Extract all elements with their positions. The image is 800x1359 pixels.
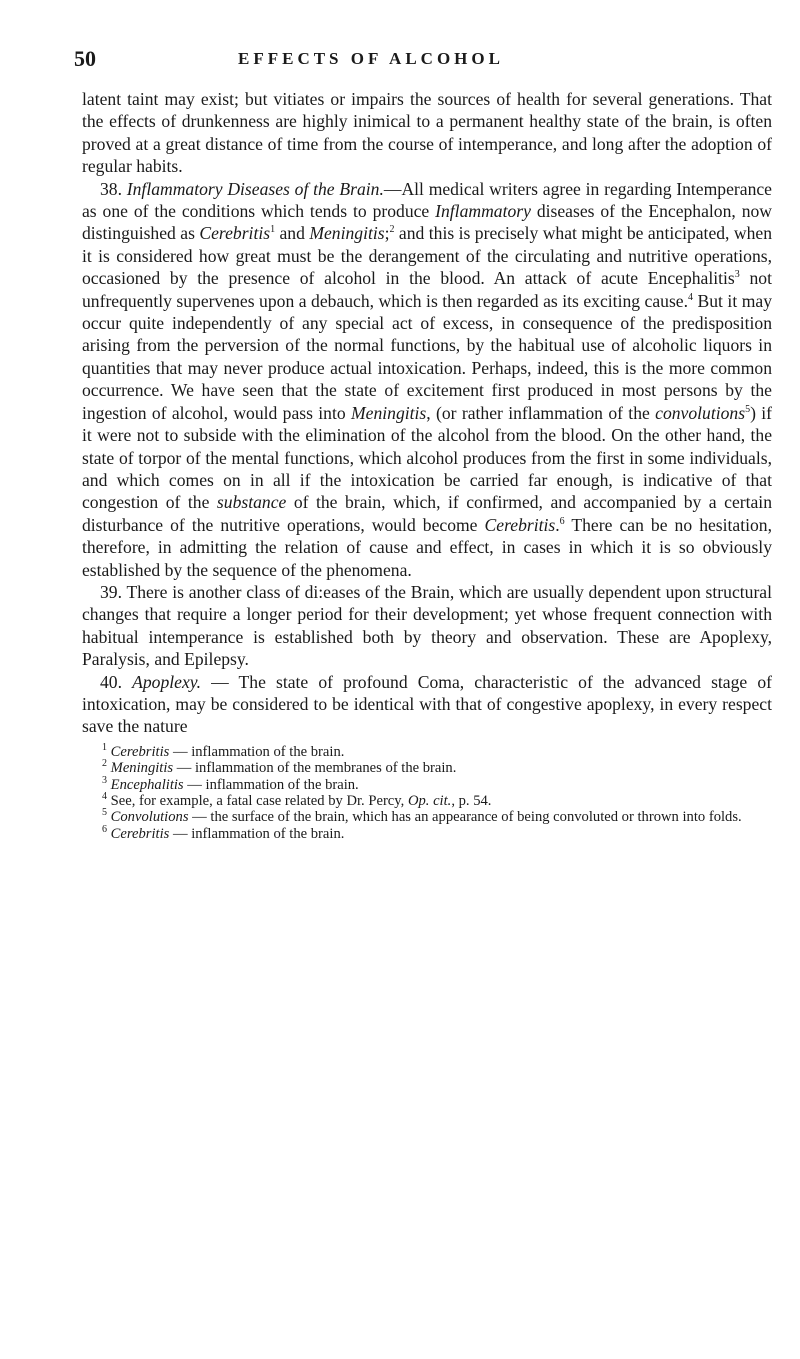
footnote: $^4$ See, for example, a fatal case related by Dr. Percy, Op. cit., p. 54. — [102, 791, 492, 809]
section-number: 38. — [100, 178, 122, 199]
section-number: 39. — [100, 581, 122, 602]
section-heading: Inflammatory Diseases of the Brain. — [126, 178, 384, 199]
section-heading: Apoplexy. — [132, 671, 202, 692]
footnote-ref: 3 — [734, 269, 740, 281]
paragraph-continuation: latent taint may exist; but vitiates or impairs the sources of health for several generations. That the effects of drunkenness are highly inimical to a permanent healthy state of the brain, is often proved at a great distance of time from the course of intemperance, and long after the adoption of regular habits. — [82, 89, 772, 177]
footnote-ref: 2 — [389, 224, 395, 236]
footnote: $^3$ Encephalitis — inflammation of the brain. — [102, 774, 359, 793]
footnote: $^6$ Cerebritis — inflammation of the brain. — [102, 823, 345, 842]
body-text — [82, 88, 772, 738]
running-title: EFFECTS OF ALCOHOL — [238, 49, 504, 68]
footnotes — [82, 741, 772, 842]
page-number: 50 — [74, 46, 96, 71]
footnote: $^2$ Meningitis — inflammation of the membranes of the brain. — [102, 758, 457, 777]
paragraph-39: 39. There is another class of di:eases of the Brain, which are usually dependent upon structural changes that require a longer period for their development; yet whose frequent connection with habitual intemperance is established both by theory and observation. These are Apoplexy, Paralysis, and Epilepsy. — [82, 581, 772, 670]
book-page — [74, 46, 772, 842]
paragraph-40: 40. Apoplexy. — The state of profound Coma, characteristic of the advanced stage of intoxication, may be considered to be identical with that of congestive apoplexy, in every respect save the nature — [82, 671, 772, 737]
section-number: 40. — [100, 671, 122, 692]
footnote-ref: 6 — [559, 515, 565, 527]
footnote-ref: 5 — [745, 403, 751, 415]
footnote: $^1$ Cerebritis — inflammation of the brain. — [102, 741, 345, 760]
footnote-ref: 1 — [270, 224, 276, 236]
footnote: $^5$ Convolutions — the surface of the brain, which has an appearance of being convoluted or thrown into folds. — [102, 807, 742, 826]
paragraph-38: 38. Inflammatory Diseases of the Brain.—All medical writers agree in regarding Intemperance as one of the conditions which tends to produce Inflammatory diseases of the Encephalon, now distinguished as Cerebritis$^1$ and Meningitis;$^2$ and this is precisely what might be anticipated, when it is considered how great must be the derangement of the circulating and nutritive operations, occasioned by the presence of alcohol in the blood. An attack of acute Encephalitis$^3$ not unfrequently supervenes upon a debauch, which is then regarded as its exciting cause.$^4$ But it may occur quite independently of any special act of excess, in consequence of the predisposition arising from the perversion of the normal functions, by the habitual use of alcoholic liquors in quantities that may never produce actual intoxication. Perhaps, indeed, this is the more common occurrence. We have seen that the state of excitement first produced in most persons by the ingestion of alcohol, would pass into Meningitis, (or rather inflammation of the convolutions$^5$) if it were not to subside with the elimination of the alcohol from the blood. On the other hand, the state of torpor of the mental functions, which alcohol produces from the first in some individuals, and which comes on in all if the intoxication be carried far enough, is indicative of that congestion of the substance of the brain, which, if confirmed, and accompanied by a certain disturbance of the nutritive operations, would become Cerebritis.$^6$ There can be no hesitation, therefore, in admitting the relation of cause and effect, in cases in which it is so obviously established by the sequence of the phenomena. — [82, 178, 772, 580]
footnote-ref: 4 — [688, 291, 694, 303]
running-head — [74, 46, 772, 76]
